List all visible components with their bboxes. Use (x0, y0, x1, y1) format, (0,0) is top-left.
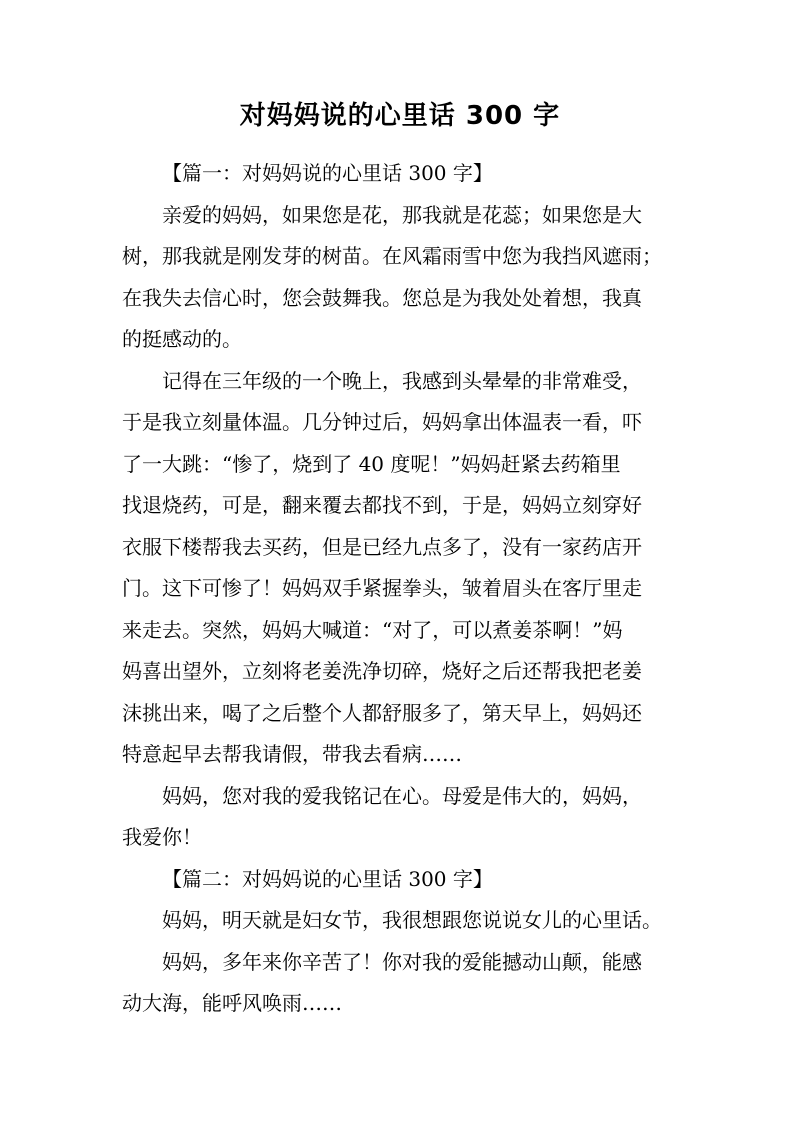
paragraph-line: 在我失去信心时，您会鼓舞我。您总是为我处处着想，我真 (122, 285, 642, 310)
paragraph-line: 记得在三年级的一个晚上，我感到头晕晕的非常难受， (162, 368, 642, 393)
paragraph-line: 妈妈，多年来你辛苦了！你对我的爱能撼动山颠，能感 (162, 949, 642, 974)
document-title: 对妈妈说的心里话 300 字 (239, 101, 561, 131)
paragraph-line: 来走去。突然，妈妈大喊道：“对了，可以煮姜茶啊！”妈 (122, 617, 623, 642)
paragraph-line: 衣服下楼帮我去买药，但是已经九点多了，没有一家药店开 (122, 534, 642, 559)
paragraph-line: 妈妈，明天就是妇女节，我很想跟您说说女儿的心里话。 (162, 908, 662, 932)
paragraph-line: 于是我立刻量体温。几分钟过后，妈妈拿出体温表一看，吓 (122, 410, 642, 434)
section-heading-1: 【篇一：对妈妈说的心里话 300 字】 (162, 161, 493, 185)
paragraph-line: 树，那我就是刚发芽的树苗。在风霜雨雪中您为我挡风遮雨； (122, 244, 662, 268)
section-heading-2: 【篇二：对妈妈说的心里话 300 字】 (162, 866, 493, 891)
paragraph-line: 动大海，能呼风唤雨…… (122, 991, 342, 1015)
paragraph-line: 特意起早去帮我请假，带我去看病…… (122, 742, 462, 766)
paragraph-line: 找退烧药，可是，翻来覆去都找不到，于是，妈妈立刻穿好 (122, 493, 642, 517)
paragraph-line: 亲爱的妈妈，如果您是花，那我就是花蕊；如果您是大 (162, 202, 642, 227)
paragraph-line: 妈妈，您对我的爱我铭记在心。母爱是伟大的，妈妈， (162, 783, 642, 808)
paragraph-line: 门。这下可惨了！妈妈双手紧握拳头，皱着眉头在客厅里走 (122, 576, 642, 600)
paragraph-line: 的挺感动的。 (122, 327, 242, 351)
paragraph-line: 我爱你！ (122, 825, 202, 849)
paragraph-line: 沫挑出来，喝了之后整个人都舒服多了，第天早上，妈妈还 (122, 700, 642, 725)
document-body (122, 153, 688, 1025)
paragraph-line: 了一大跳：“惨了，烧到了 40 度呢！”妈妈赶紧去药箱里 (122, 451, 621, 476)
paragraph-line: 妈喜出望外，立刻将老姜洗净切碎，烧好之后还帮我把老姜 (122, 659, 642, 683)
